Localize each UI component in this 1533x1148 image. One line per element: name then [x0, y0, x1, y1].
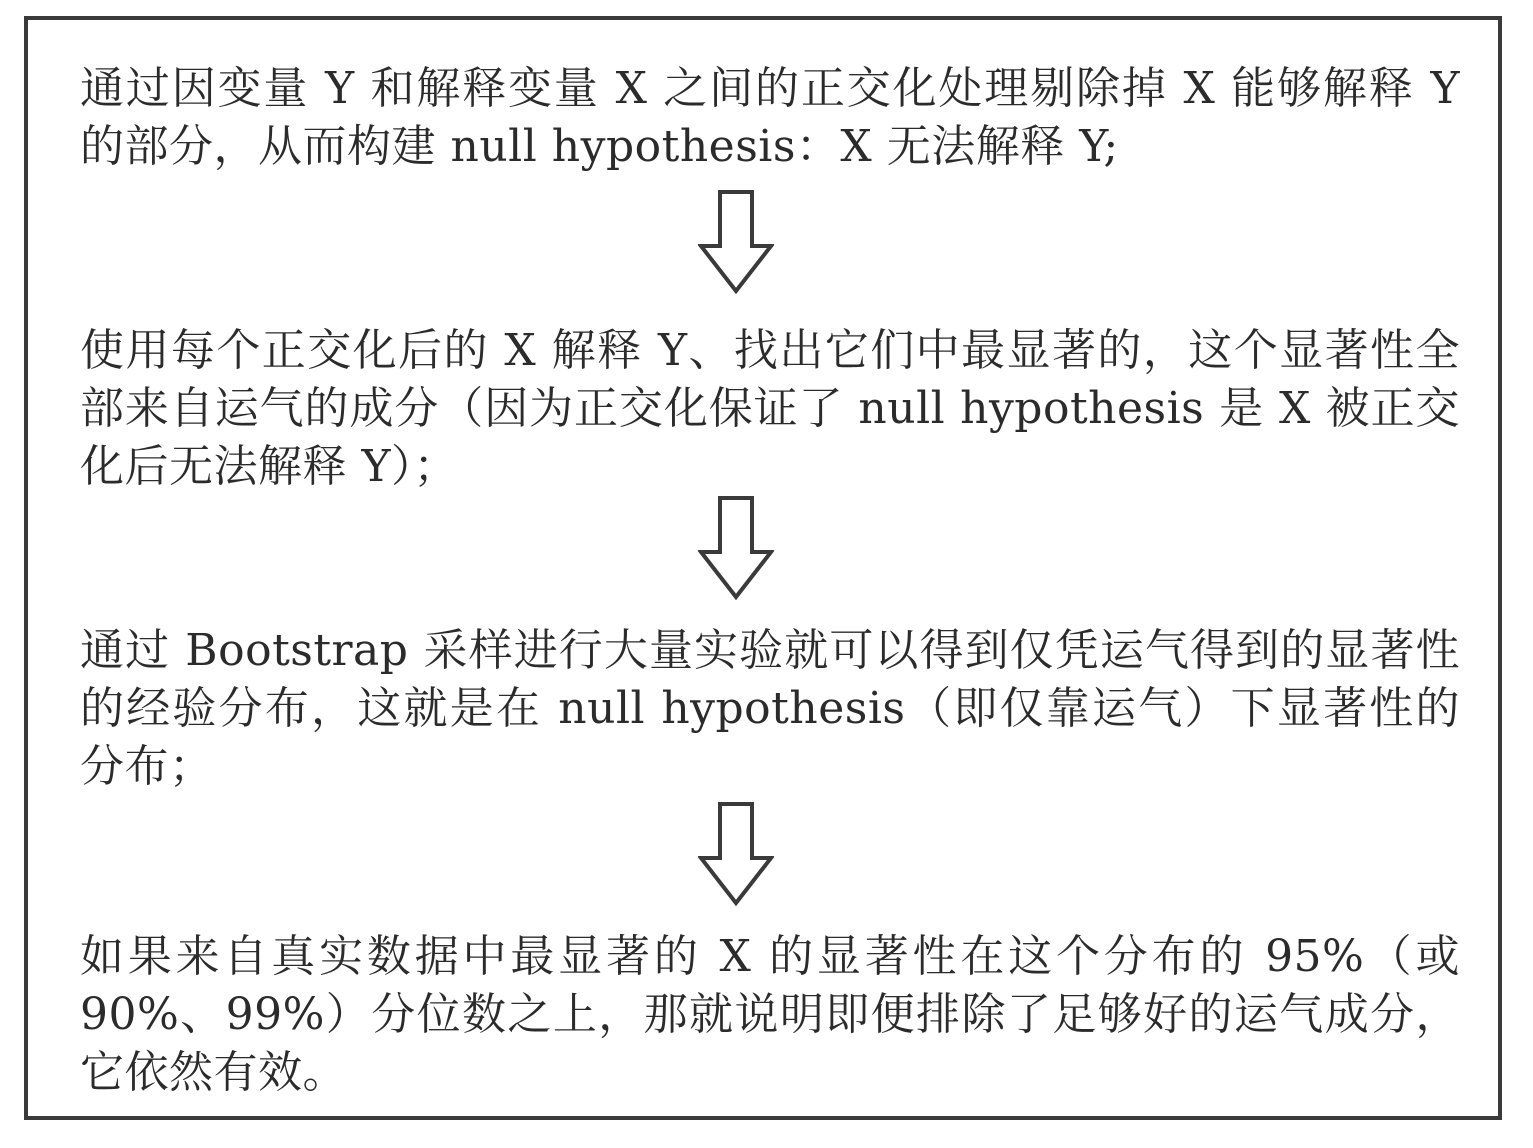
down-arrow-icon [698, 802, 774, 906]
step-4-text: 如果来自真实数据中最显著的 X 的显著性在这个分布的 95%（或 90%、99%）分位数之上，那就说明即便排除了足够好的运气成分，它依然有效。 [80, 931, 1460, 1098]
step-3-text: 通过 Bootstrap 采样进行大量实验就可以得到仅凭运气得到的显著性的经验分布，这就是在 null hypothesis（即仅靠运气）下显著性的分布； [80, 625, 1460, 792]
down-arrow-icon [698, 190, 774, 294]
step-1-text: 通过因变量 Y 和解释变量 X 之间的正交化处理剔除掉 X 能够解释 Y 的部分，从而构建 null hypothesis：X 无法解释 Y; [80, 63, 1460, 172]
flowchart-frame [24, 16, 1502, 1120]
step-2-text: 使用每个正交化后的 X 解释 Y、找出它们中最显著的，这个显著性全部来自运气的成分（因为正交化保证了 null hypothesis 是 X 被正交化后无法解释 Y）； [80, 325, 1460, 492]
down-arrow-icon [698, 496, 774, 600]
